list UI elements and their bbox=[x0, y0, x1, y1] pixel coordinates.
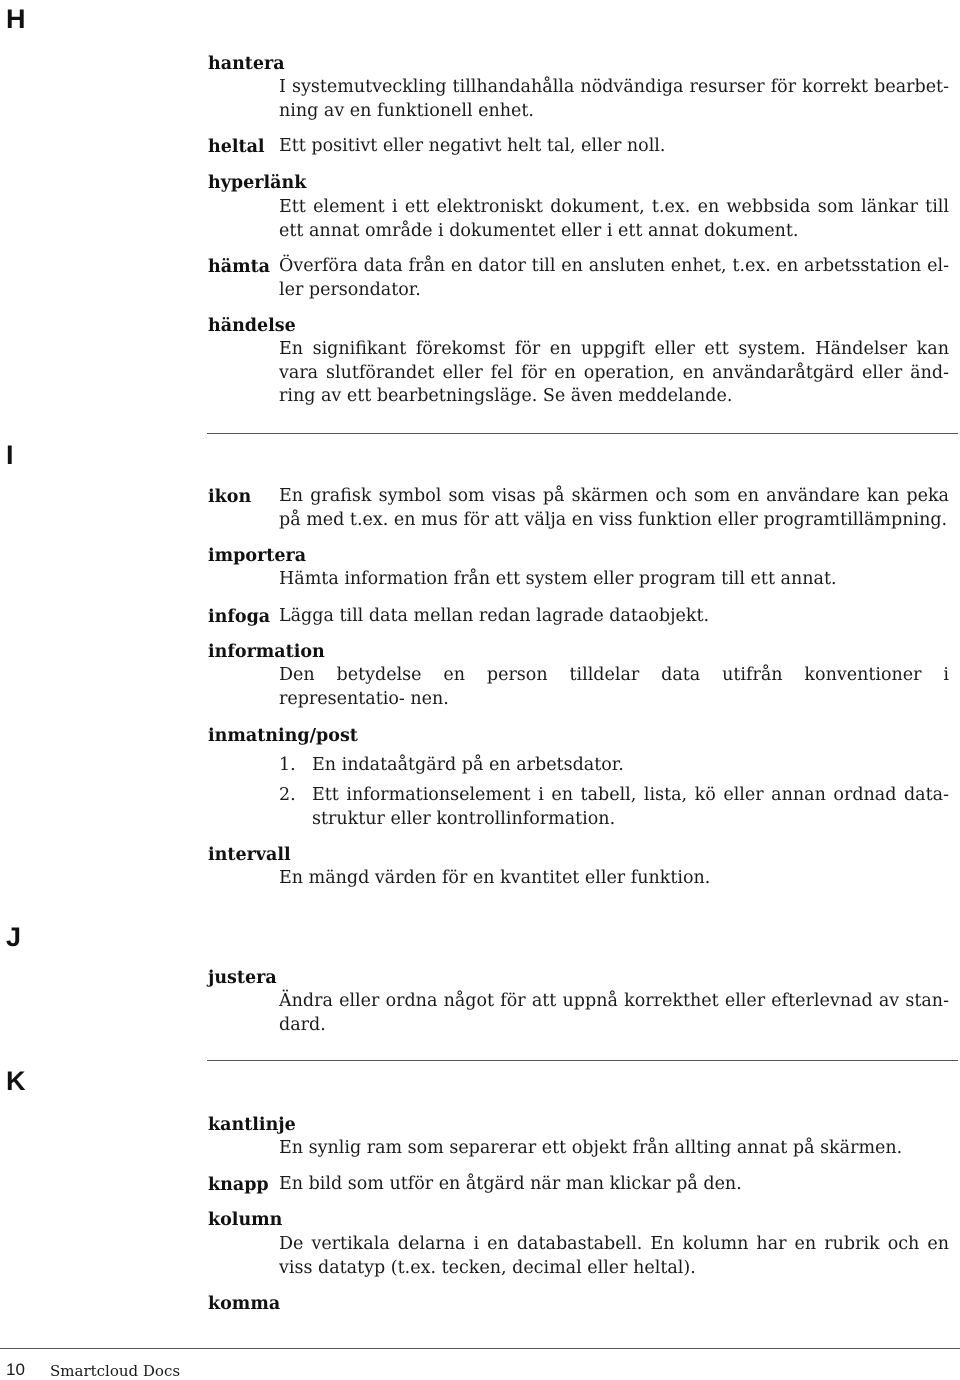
definition-importera: Hämta information från ett system eller program till ett annat. bbox=[279, 569, 837, 589]
footer-divider bbox=[0, 1348, 960, 1349]
term-handelse: händelse bbox=[208, 316, 296, 336]
section-letter-j: J bbox=[6, 922, 22, 952]
definition-handelse: En signifikant förekomst för en uppgift eller ett system. Händelser kan vara slutförandet eller fel för en operation, en användaråtgärd eller änd- ring av ett bearbetningsläge. Se även meddelande. bbox=[279, 339, 949, 406]
definition-ikon: En grafisk symbol som visas på skärmen och som en användare kan peka på med t.ex. en mus för att välja en viss funktion eller programtillämpning. bbox=[279, 486, 949, 530]
term-importera: importera bbox=[208, 546, 307, 566]
definition-hamta: Överföra data från en dator till en ansluten enhet, t.ex. en arbetsstation el- ler persondator. bbox=[279, 256, 949, 300]
definition-justera: Ändra eller ordna något för att uppnå korrekthet eller efterlevnad av stan- dard. bbox=[279, 991, 949, 1035]
term-kolumn: kolumn bbox=[208, 1210, 283, 1230]
definition-hyperlank: Ett element i ett elektroniskt dokument, t.ex. en webbsida som länkar till ett annat område i dokumentet eller i ett annat dokument. bbox=[279, 197, 949, 241]
definition-kantlinje: En synlig ram som separerar ett objekt från allting annat på skärmen. bbox=[279, 1138, 903, 1158]
term-knapp: knapp bbox=[208, 1175, 269, 1195]
definition-hantera: I systemutveckling tillhandahålla nödvändiga resurser för korrekt bearbet- ning av en funktionell enhet. bbox=[279, 77, 949, 121]
term-justera: justera bbox=[208, 968, 277, 988]
term-heltal: heltal bbox=[208, 137, 265, 157]
definition-knapp: En bild som utför en åtgärd när man klickar på den. bbox=[279, 1174, 742, 1194]
term-ikon: ikon bbox=[208, 487, 252, 507]
footer-title: Smartcloud Docs bbox=[50, 1362, 181, 1380]
term-infoga: infoga bbox=[208, 607, 271, 627]
term-hyperlank: hyperlänk bbox=[208, 173, 307, 193]
term-intervall: intervall bbox=[208, 845, 291, 865]
section-letter-i: I bbox=[6, 440, 14, 470]
list-item-text: Ett informationselement i en tabell, lista, kö eller annan ordnad data- struktur eller kontrollinformation. bbox=[312, 785, 949, 829]
definition-kolumn: De vertikala delarna i en databastabell. En kolumn har en rubrik och en viss datatyp (t.ex. tecken, decimal eller heltal). bbox=[279, 1234, 949, 1278]
term-information: information bbox=[208, 642, 325, 662]
section-letter-h: H bbox=[6, 4, 26, 34]
section-letter-k: K bbox=[6, 1066, 26, 1096]
definition-intervall: En mängd värden för en kvantitet eller funktion. bbox=[279, 868, 711, 888]
section-divider-i bbox=[207, 433, 958, 434]
page-number: 10 bbox=[6, 1360, 25, 1379]
term-hantera: hantera bbox=[208, 54, 285, 74]
term-kantlinje: kantlinje bbox=[208, 1115, 296, 1135]
list-item-number: 1. bbox=[279, 755, 296, 775]
term-inmatning-post: inmatning/post bbox=[208, 726, 358, 746]
list-item-text: En indataåtgärd på en arbetsdator. bbox=[312, 755, 624, 775]
definition-heltal: Ett positivt eller negativt helt tal, eller noll. bbox=[279, 136, 666, 156]
list-item-number: 2. bbox=[279, 785, 296, 805]
section-divider-k bbox=[207, 1060, 958, 1061]
term-komma: komma bbox=[208, 1294, 281, 1314]
definition-information: Den betydelse en person tilldelar data utifrån konventioner i representatio- nen. bbox=[279, 665, 949, 709]
definition-infoga: Lägga till data mellan redan lagrade dataobjekt. bbox=[279, 606, 710, 626]
term-hamta: hämta bbox=[208, 257, 271, 277]
